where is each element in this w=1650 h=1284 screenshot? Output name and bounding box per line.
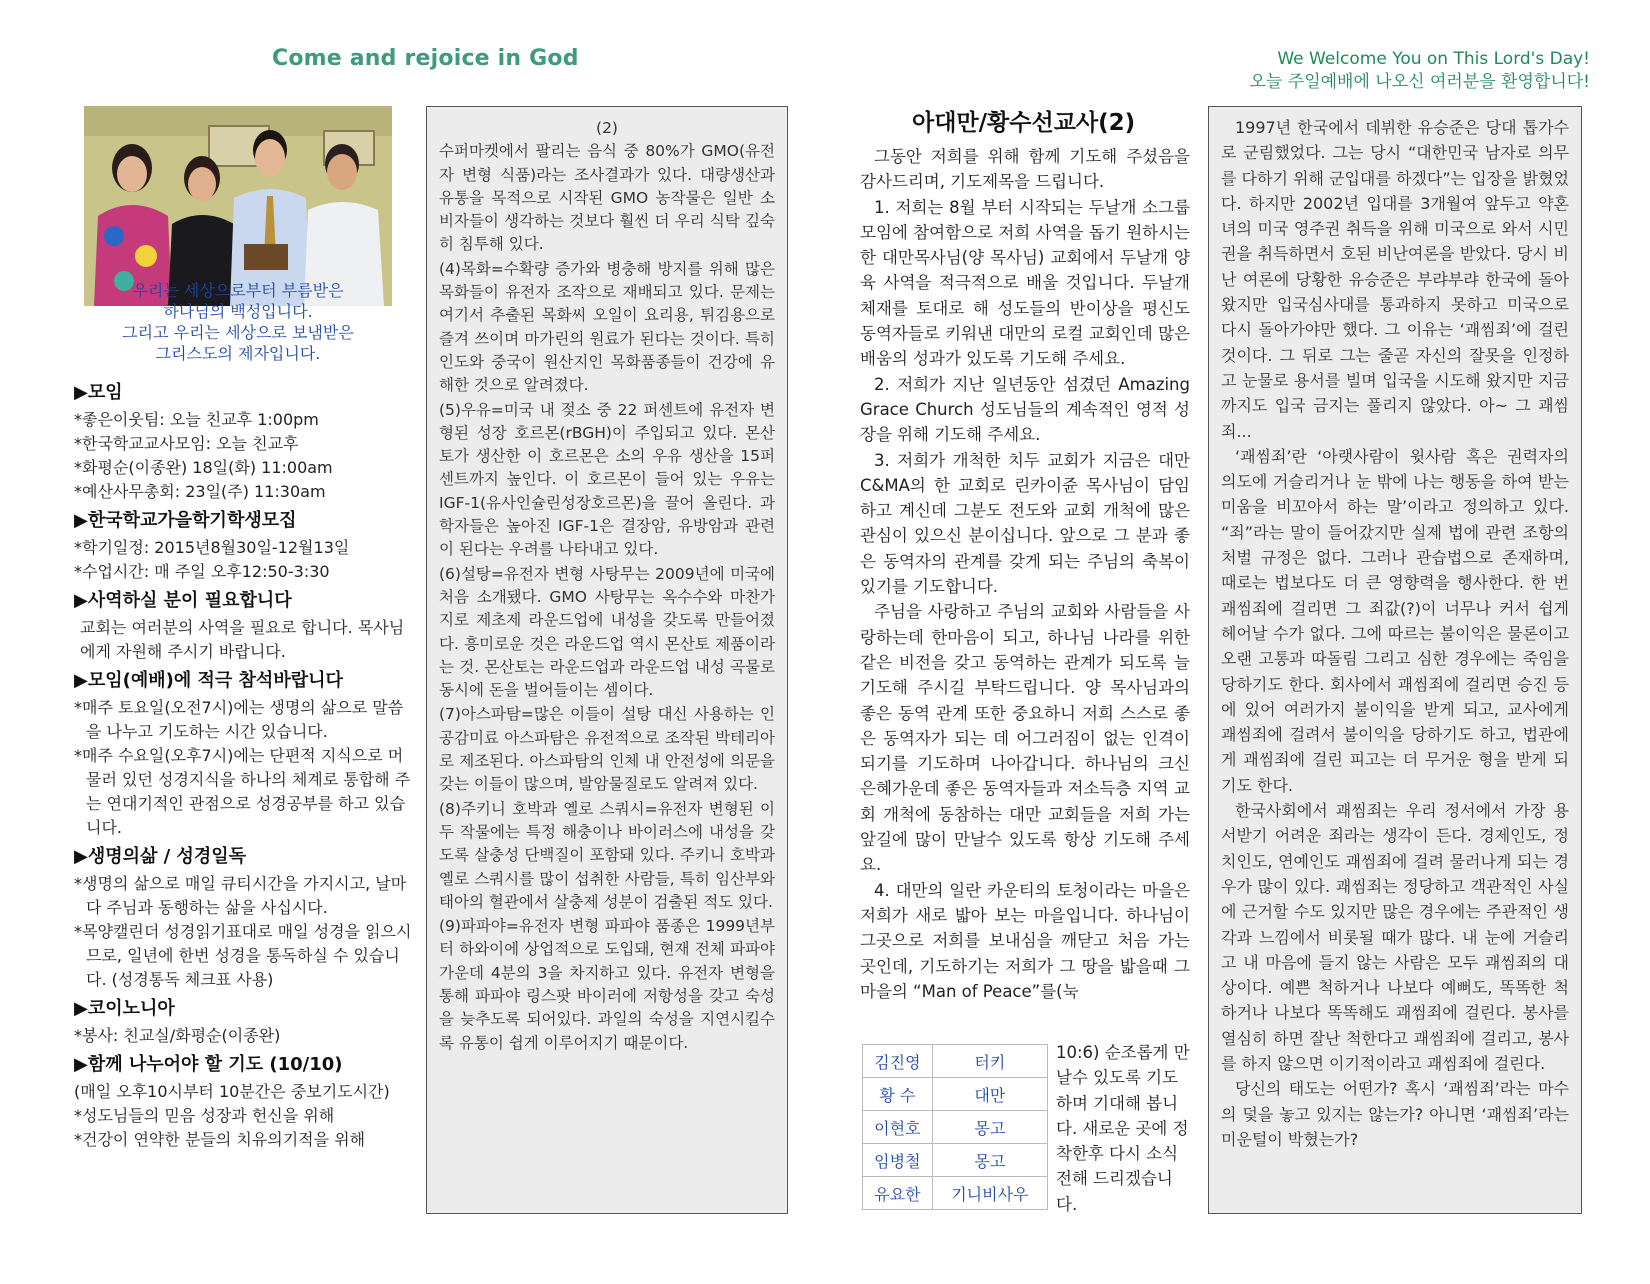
header-right (1250, 48, 1590, 94)
announcement-item: *매주 토요일(오전7시)에는 생명의 삶으로 말씀을 나누고 기도하는 시간 있습니다. (74, 698, 404, 741)
announcement-item: *수업시간: 매 주일 오후12:50-3:30 (74, 562, 330, 581)
mission-country: 몽고 (932, 1144, 1047, 1177)
announcement-item: *예산사무총회: 23일(주) 11:30am (74, 482, 326, 501)
section-title-volunteers: ▶사역하실 분이 필요합니다 (74, 590, 292, 611)
article-paragraph: (4)목화=수확량 증가와 병충해 방지를 위해 많은 목화들이 유전자 조작으로 재배되고 있다. 문제는 여기서 추출된 목화씨 오일이 요리용, 튀김용으로 즐겨 쓰이며 마가린의 원료가 된다는 것이다. 특히 인도와 중국이 원산지인 목화품종들이 건강에 유해한 것으로 알려졌다. (439, 259, 775, 395)
announcement-item: *목양캘린더 성경읽기표대로 매일 성경을 읽으시므로, 일년에 한번 성경을 통독하실 수 있습니다. (성경통독 체크표 사용) (74, 922, 412, 989)
announcements-column (74, 378, 414, 1154)
announcement-item: *생명의 삶으로 매일 큐티시간을 가지시고, 날마다 주님과 동행하는 삶을 사십시다. (74, 874, 407, 917)
announcement-item: *봉사: 친교실/화평순(이종완) (74, 1026, 281, 1045)
mission-country: 기니비사우 (932, 1177, 1047, 1210)
column-article-box (1208, 106, 1582, 1214)
letter-paragraph: 4. 대만의 일란 카운티의 토청이라는 마을은 저희가 새로 밟아 보는 마을입니다. 하나님이 그곳으로 저희를 보내심을 깨닫고 처음 가는 곳인데, 기도하기는 저희가 그 땅을 밟을때 그 마을의 “Man of Peace”를(눅 (860, 880, 1190, 1001)
column-paragraph: 한국사회에서 괘씸죄는 우리 정서에서 가장 용서받기 어려운 죄라는 생각이 든다. 경제인도, 정치인도, 연예인도 괘씸죄에 걸려 물러나게 되는 경우가 많이 있다. 괘씸죄는 정당하고 객관적인 사실에 근거할 수도 있지만 많은 경우에는 주관적인 생각과 느낌에서 비롯될 때가 많다. 내 눈에 거슬리고 내 마음에 들지 않는 사람은 모두 괘씸죄의 대상이다. 예쁜 척하거나 나보다 예뻐도, 똑똑한 척하거나 나보다 똑똑해도 괘씸죄에 걸린다. 봉사를 열심히 하면 잘난 척한다고 괘씸죄에 걸리고, 봉사를 하지 않으면 이기적이라고 괘씸죄에 걸린다. (1221, 801, 1569, 1073)
mission-country: 몽고 (932, 1111, 1047, 1144)
table-row (863, 1078, 1048, 1111)
missionary-name: 임병철 (863, 1144, 933, 1177)
letter-closing: 10:6) 순조롭게 만날수 있도록 기도하며 기대해 봅니다. 새로운 곳에 정착한후 다시 소식 전해 드리겠습니다. (1056, 1043, 1190, 1214)
article-paragraph: (5)우유=미국 내 젖소 중 22 퍼센트에 유전자 변형된 성장 호르몬(rBGH)이 주입되고 있다. 몬산토가 생산한 이 호르몬은 소의 우유 생산을 15퍼센트까지 높인다. 이 호르몬이 들어 있는 우유는 IGF-1(유사인슐린성장호르몬)을 끌어 올린다. 과학자들은 높아진 IGF-1은 결장암, 유방암과 관련이 된다는 우려를 나타내고 있다. (439, 400, 775, 559)
article-part-number: (2) (596, 119, 618, 137)
column-paragraph: ‘괘씸죄’란 ‘아랫사람이 윗사람 혹은 권력자의 의도에 거슬리거나 눈 밖에 나는 행동을 하여 받는 미움을 비꼬아서 하는 말’이라고 정의하고 있다. “죄”라는 말이 들어갔지만 실제 법에 관련 조항의 처벌 규정은 없다. 그러나 관습법으로 존재하며, 때로는 법보다도 더 큰 영향력을 행사한다. 한 번 괘씸죄에 걸리면 그 죄값(?)이 너무나 커서 쉽게 헤어날 수가 없다. 그에 따르는 불이익은 물론이고 오랜 고통과 따돌림 그리고 심한 경우에는 죽임을 당하기도 한다. 회사에서 괘씸죄에 걸리면 승진 등에 있어 여러가지 불이익을 받게 되고, 교사에게 괘씸죄에 걸려서 불이익을 당하기도 하고, 법관에게 괘씸죄에 걸린 피고는 더 무거운 형을 받게 되기도 한다. (1221, 446, 1569, 795)
section-title-attendance: ▶모임(예배)에 적극 참석바랍니다 (74, 670, 343, 691)
announcement-item: *건강이 연약한 분들의 치유의기적을 위해 (74, 1130, 366, 1149)
missionary-name: 이현호 (863, 1111, 933, 1144)
missionary-name: 황 수 (863, 1078, 933, 1111)
announcement-item: *성도님들의 믿음 성장과 헌신을 위해 (74, 1106, 335, 1125)
article-paragraph: 수퍼마켓에서 팔리는 음식 중 80%가 GMO(유전자 변형 식품)라는 조사결과가 있다. 대량생산과 유통을 목적으로 시작된 GMO 농작물은 일반 소비자들이 생각하는 것보다 훨씬 더 우리 식탁 깊숙히 침투해 있다. (439, 142, 775, 254)
missionary-letter (860, 144, 1190, 1004)
letter-paragraph: 2. 저희가 지난 일년동안 섬겼던 Amazing Grace Church 성도님들의 계속적인 영적 성장을 위해 기도해 주세요. (860, 374, 1190, 445)
section-title-bible-reading: ▶생명의삶 / 성경일독 (74, 846, 247, 867)
gmo-article-box (426, 106, 788, 1214)
photo-caption (84, 280, 392, 364)
letter-paragraph: 3. 저희가 개척한 치두 교회가 지금은 대만 C&MA의 한 교회로 린카이쥰 목사님이 담임하고 계신데 그분도 전도와 교회 개척에 많은 관심이 있으신 분이십니다. 앞으로 그 분과 좋은 동역자의 관계를 갖게 되는 주님의 축복이 있기를 기도합니다. (860, 450, 1190, 597)
column-paragraph: 1997년 한국에서 데뷔한 유승준은 당대 톱가수로 군림했었다. 그는 당시 “대한민국 남자로 의무를 다하기 위해 군입대를 하겠다”는 입장을 밝혔었다. 하지만 2002년 입대를 3개월여 앞두고 약혼녀의 미국 영주권 취득을 위해 미국으로 와서 시민권을 취득하면서 호된 비난여론을 받았다. 당시 비난 여론에 당황한 유승준은 부랴부랴 한국에 돌아왔지만 입국심사대를 통과하지 못하고 미국으로 다시 돌아가야만 했다. 그 이유는 ‘괘씸죄’에 걸린 것이다. 그 뒤로 그는 줄곧 자신의 잘못을 인정하고 눈물로 용서를 빌며 입국을 시도해 왔지만 지금까지도 입국 금지는 풀리지 않았다. 아~ 그 괘씸죄... (1221, 118, 1569, 441)
announcement-item: (매일 오후10시부터 10분간은 중보기도시간) (74, 1082, 390, 1101)
letter-paragraph: 그동안 저희를 위해 함께 기도해 주셨음을 감사드리며, 기도제목을 드립니다. (860, 147, 1190, 192)
section-title-prayer: ▶함께 나누어야 할 기도 (10/10) (74, 1054, 343, 1075)
caption-line: 하나님의 백성입니다. (163, 302, 313, 321)
article-paragraph: (9)파파야=유전자 변형 파파야 품종은 1999년부터 하와이에 상업적으로 도입돼, 현재 전체 파파야 가운데 4분의 3을 차지하고 있다. 유전자 변형을 통해 파파야 링스팟 바이러에 저항성을 갖고 숙성을 늦추도록 되어있다. 과일의 숙성을 지연시킬수록 유통이 쉽게 이루어지기 때문이다. (439, 917, 775, 1052)
announcement-item: *화평순(이종완) 18일(화) 11:00am (74, 458, 333, 477)
table-row (863, 1111, 1048, 1144)
announcement-item: *매주 수요일(오후7시)에는 단편적 지식으로 머물러 있던 성경지식을 하나의 체계로 통합해 주는 연대기적인 관점으로 성경공부를 하고 있습니다. (74, 746, 411, 837)
table-row (863, 1177, 1048, 1210)
mission-country: 대만 (932, 1078, 1047, 1111)
announcement-item: *학기일정: 2015년8월30일-12월13일 (74, 538, 350, 557)
article-paragraph: (8)주키니 호박과 옐로 스쿼시=유전자 변형된 이 두 작물에는 특정 해충이나 바이러스에 내성을 갖도록 살충성 단백질이 포함돼 있다. 주키니 호박과 옐로 스쿼시를 많이 섭취한 사람들, 특히 임산부와 태아의 혈관에서 살충제 성분이 검출된 적도 있다. (439, 799, 775, 911)
welcome-english: We Welcome You on This Lord's Day! (1277, 49, 1590, 69)
announcement-text: 교회는 여러분의 사역을 필요로 합니다. 목사님에게 자원해 주시기 바랍니다. (80, 618, 405, 661)
section-title-meetings: ▶모임 (74, 382, 123, 403)
welcome-korean: 오늘 주일예배에 나오신 여러분을 환영합니다! (1249, 72, 1590, 92)
letter-paragraph: 주님을 사랑하고 주님의 교회와 사람들을 사랑하는데 한마음이 되고, 하나님 나라를 위한 같은 비전을 갖고 동역하는 관계가 되도록 늘 기도해 주시길 부탁드립니다. 양 목사님과의 좋은 동역 관계 또한 중요하니 저희 스스로 좋은 동역자가 되는 데 어그러짐이 없는 인격이 되기를 기도하며 나아갑니다. 하나님의 크신 은혜가운데 좋은 동역자들과 저소득층 지역 교회 개척에 동참하는 대만 교회들을 저희 가는 앞길에 많이 만날수 있도록 항상 기도해 주세요. (860, 602, 1190, 875)
article-paragraph: (6)설탕=유전자 변형 사탕무는 2009년에 미국에 처음 소개됐다. GMO 사탕무는 옥수수와 마찬가지로 제초제 라운드업에 내성을 갖도록 만들어졌다. 흥미로운 것은 라운드업 역시 몬산토 제품이라는 것. 몬산토는 라운드업과 라운드업 내성 곡물로 동시에 돈을 벌어들이는 셈이다. (439, 564, 775, 700)
group-photo (84, 106, 392, 306)
caption-line: 우리는 세상으로부터 부름받은 (132, 281, 344, 300)
header-left-title: Come and rejoice in God (272, 46, 579, 71)
column-paragraph: 당신의 태도는 어떤가? 혹시 ‘괘씸죄’라는 마수의 덫을 놓고 있지는 않는가? 아니면 ‘괘씸죄’라는 미운털이 박혔는가? (1221, 1079, 1569, 1149)
announcement-item: *좋은이웃팀: 오늘 친교후 1:00pm (74, 410, 319, 429)
caption-line: 그리스도의 제자입니다. (155, 344, 321, 363)
table-row (863, 1045, 1048, 1078)
missionary-letter-title: 아대만/황수선교사(2) (912, 110, 1136, 136)
missionary-name: 유요한 (863, 1177, 933, 1210)
missionary-name: 김진영 (863, 1045, 933, 1078)
table-row (863, 1144, 1048, 1177)
article-paragraph: (7)아스파탐=많은 이들이 설탕 대신 사용하는 인공감미료 아스파탐은 유전적으로 조작된 박테리아로 제조된다. 아스파탐의 인체 내 안전성에 의문을 갖는 이들이 많으며, 발암물질로도 알려져 있다. (439, 705, 775, 794)
letter-paragraph: 1. 저희는 8월 부터 시작되는 두날개 소그룹 모임에 참여함으로 저희 사역을 돕기 원하시는 한 대만목사님(양 목사님) 교회에서 두날개 양육 사역을 적극적으로 배울 것입니다. 두날개 체재를 토대로 해 성도들의 반이상을 평신도 동역자들로 키워낸 대만의 로컬 교회인데 많은 배움의 성과가 있도록 기도해 주세요. (860, 197, 1190, 369)
section-title-korean-school: ▶한국학교가을학기학생모집 (74, 510, 297, 531)
missionary-table (862, 1044, 1048, 1210)
caption-line: 그리고 우리는 세상으로 보냄받은 (122, 323, 354, 342)
announcement-item: *한국학교교사모임: 오늘 친교후 (74, 434, 299, 453)
section-title-koinonia: ▶코이노니아 (74, 998, 175, 1019)
mission-country: 터키 (932, 1045, 1047, 1078)
